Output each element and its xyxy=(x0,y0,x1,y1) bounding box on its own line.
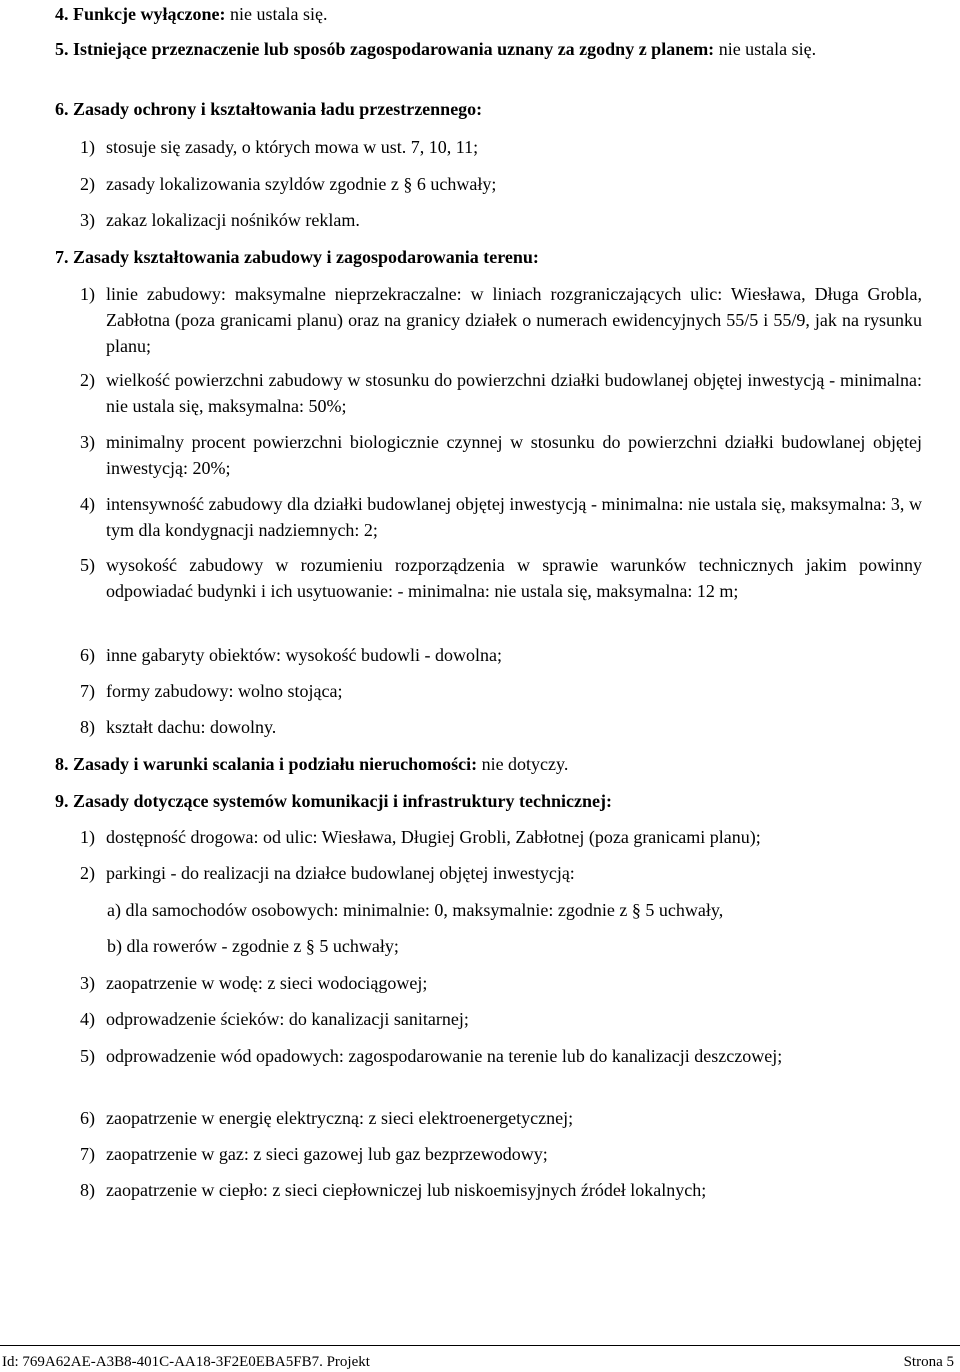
item-text: minimalny procent powierzchni biologicznie czynnej w stosunku do powierzchni działki budowlanej objętej inwestycją: 20%; xyxy=(106,432,922,478)
sub-item xyxy=(107,897,922,923)
item-number: 3) xyxy=(80,432,95,452)
section-number: 7. xyxy=(55,247,69,267)
section-number: 6. xyxy=(55,99,69,119)
item-text: intensywność zabudowy dla działki budowlanej objętej inwestycją - minimalna: nie ustala się, maksymalna: 3, w tym dla kondygnacji nadziemnych: 2; xyxy=(106,494,922,540)
item-text: zaopatrzenie w gaz: z sieci gazowej lub gaz bezprzewodowy; xyxy=(106,1144,548,1164)
list-item xyxy=(80,552,922,604)
item-number: 1) xyxy=(80,284,95,304)
item-number: 7) xyxy=(80,1144,95,1164)
item-number: 3) xyxy=(80,210,95,230)
list-item xyxy=(80,860,922,886)
list-item xyxy=(80,171,922,197)
item-text: wielkość powierzchni zabudowy w stosunku do powierzchni działki budowlanej objętej inwestycją - minimalna: nie ustala się, maksymalna: 50%; xyxy=(106,370,922,416)
item-text: formy zabudowy: wolno stojąca; xyxy=(106,681,343,701)
section-5 xyxy=(55,36,922,62)
item-text: inne gabaryty obiektów: wysokość budowli - dowolna; xyxy=(106,645,502,665)
item-text: zaopatrzenie w ciepło: z sieci ciepłowniczej lub niskoemisyjnych źródeł lokalnych; xyxy=(106,1180,707,1200)
item-number: 3) xyxy=(80,973,95,993)
list-item xyxy=(80,207,922,233)
section-title: Zasady i warunki scalania i podziału nieruchomości: xyxy=(73,754,478,774)
list-item xyxy=(80,824,922,850)
section-8 xyxy=(55,751,922,777)
list-item xyxy=(80,1141,922,1167)
item-number: 6) xyxy=(80,645,95,665)
page-number: Strona 5 xyxy=(903,1354,954,1370)
item-number: 5) xyxy=(80,555,95,575)
document-id: Id: 769A62AE-A3B8-401C-AA18-3F2E0EBA5FB7. Projekt xyxy=(2,1354,370,1370)
list-item xyxy=(80,714,922,740)
section-9-heading xyxy=(55,788,922,814)
list-item xyxy=(80,678,922,704)
item-number: 8) xyxy=(80,717,95,737)
section-title: Istniejące przeznaczenie lub sposób zagospodarowania uznany za zgodny z planem: xyxy=(73,39,715,59)
item-number: 2) xyxy=(80,370,95,390)
list-item xyxy=(80,642,922,668)
list-item xyxy=(80,1006,922,1032)
item-text: kształt dachu: dowolny. xyxy=(106,717,277,737)
list-item xyxy=(80,367,922,419)
item-text: linie zabudowy: maksymalne nieprzekraczalne: w liniach rozgraniczających ulic: Wiesława, Długa Grobla, Zabłotna (poza granicami planu) oraz na granicy działek o numerach ewidencyjnych 55/5 i 55/9, jak na rysunku planu; xyxy=(106,284,922,356)
section-text: nie ustala się. xyxy=(225,4,328,24)
list-item xyxy=(80,429,922,481)
item-number: 1) xyxy=(80,827,95,847)
sub-item-text: b) dla rowerów - zgodnie z § 5 uchwały; xyxy=(107,936,399,956)
list-item xyxy=(80,134,922,160)
list-item xyxy=(80,281,922,359)
section-title: Funkcje wyłączone: xyxy=(73,4,226,24)
list-item xyxy=(80,1043,922,1069)
sub-item-text: a) dla samochodów osobowych: minimalnie: 0, maksymalnie: zgodnie z § 5 uchwały, xyxy=(107,900,724,920)
item-number: 8) xyxy=(80,1180,95,1200)
sub-item xyxy=(107,933,922,959)
item-number: 7) xyxy=(80,681,95,701)
item-text: odprowadzenie wód opadowych: zagospodarowanie na terenie lub do kanalizacji deszczowej; xyxy=(106,1046,783,1066)
section-number: 4. xyxy=(55,4,69,24)
item-number: 4) xyxy=(80,494,95,514)
item-number: 5) xyxy=(80,1046,95,1066)
item-number: 2) xyxy=(80,174,95,194)
section-4 xyxy=(55,1,922,27)
section-number: 5. xyxy=(55,39,69,59)
item-text: dostępność drogowa: od ulic: Wiesława, Długiej Grobli, Zabłotnej (poza granicami planu); xyxy=(106,827,761,847)
item-text: parkingi - do realizacji na działce budowlanej objętej inwestycją: xyxy=(106,863,575,883)
list-item xyxy=(80,1177,922,1203)
list-item xyxy=(80,970,922,996)
section-number: 8. xyxy=(55,754,69,774)
section-title: Zasady ochrony i kształtowania ładu przestrzennego: xyxy=(73,99,483,119)
section-7-heading xyxy=(55,244,922,270)
section-text: nie ustala się. xyxy=(714,39,817,59)
section-text: nie dotyczy. xyxy=(477,754,569,774)
list-item xyxy=(80,1105,922,1131)
item-text: zaopatrzenie w energię elektryczną: z sieci elektroenergetycznej; xyxy=(106,1108,574,1128)
item-number: 2) xyxy=(80,863,95,883)
section-number: 9. xyxy=(55,791,69,811)
item-text: zaopatrzenie w wodę: z sieci wodociągowej; xyxy=(106,973,428,993)
page-footer xyxy=(0,1349,956,1371)
item-text: zakaz lokalizacji nośników reklam. xyxy=(106,210,360,230)
footer-divider xyxy=(0,1345,960,1346)
section-title: Zasady dotyczące systemów komunikacji i infrastruktury technicznej: xyxy=(73,791,612,811)
item-number: 1) xyxy=(80,137,95,157)
item-number: 4) xyxy=(80,1009,95,1029)
section-title: Zasady kształtowania zabudowy i zagospodarowania terenu: xyxy=(73,247,539,267)
list-item xyxy=(80,491,922,543)
item-text: wysokość zabudowy w rozumieniu rozporządzenia w sprawie warunków technicznych jakim powinny odpowiadać budynki i ich usytuowanie: - minimalna: nie ustala się, maksymalna: 12 m; xyxy=(106,555,922,601)
item-text: odprowadzenie ścieków: do kanalizacji sanitarnej; xyxy=(106,1009,469,1029)
section-6-heading xyxy=(55,96,922,122)
item-text: stosuje się zasady, o których mowa w ust. 7, 10, 11; xyxy=(106,137,479,157)
item-number: 6) xyxy=(80,1108,95,1128)
item-text: zasady lokalizowania szyldów zgodnie z § 6 uchwały; xyxy=(106,174,497,194)
